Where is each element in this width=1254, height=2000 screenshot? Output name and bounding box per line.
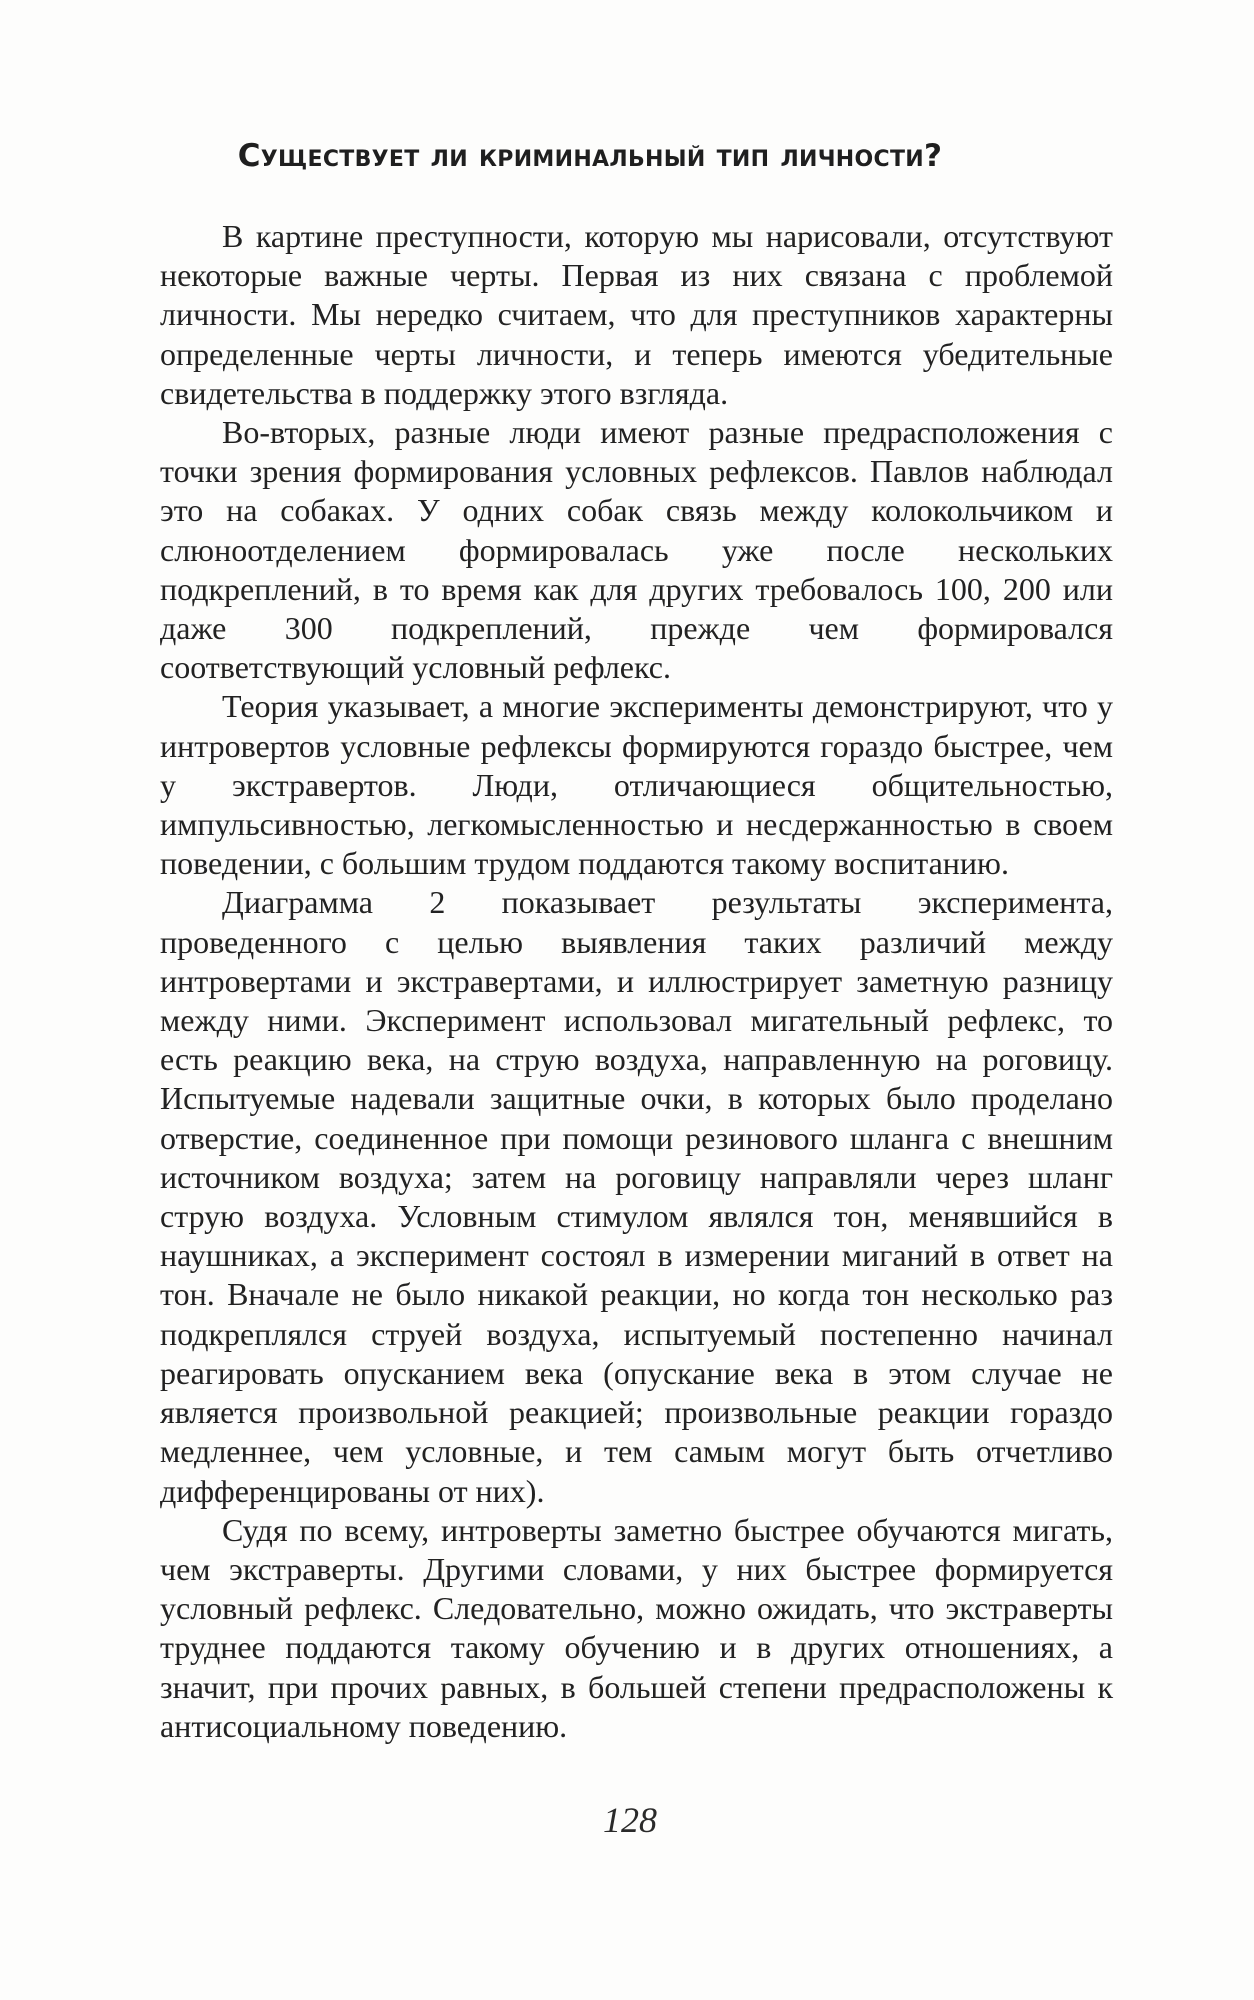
paragraph-3: Теория указывает, а многие эксперименты демонстрируют, что у интровертов условные рефлексы формируются гораздо быстрее, чем у экстравертов. Люди, отличающиеся общительностью, импульсивностью, легкомысленностью и несдержанностью в своем поведении, с большим трудом поддаются такому воспитанию. [160,688,1113,882]
page-number: 128 [603,1800,657,1840]
paragraph-4: Диаграмма 2 показывает результаты эксперимента, проведенного с целью выявления таких различий между интровертами и экстравертами, и иллюстрирует заметную разницу между ними. Эксперимент использовал мигательный рефлекс, то есть реакцию века, на струю воздуха, направленную на роговицу. Испытуемые надевали защитные очки, в которых было проделано отверстие, соединенное при помощи резинового шланга с внешним источником воздуха; затем на роговицу направляли через шланг струю воздуха. Условным стимулом являлся тон, менявшийся в наушниках, а эксперимент состоял в измерении миганий в ответ на тон. Вначале не было никакой реакции, но когда тон несколько раз подкреплялся струей воздуха, испытуемый постепенно начинал реагировать опусканием века (опускание века в этом случае не является произвольной реакцией; произвольные реакции гораздо медленнее, чем условные, и тем самым могут быть отчетливо дифференцированы от них). [160,884,1113,1509]
paragraph-2: Во-вторых, разные люди имеют разные предрасположения с точки зрения формирования условных рефлексов. Павлов наблюдал это на собаках. У одних собак связь между колокольчиком и слюноотделением формировалась уже после нескольких подкреплений, в то время как для других требовалось 100, 200 или даже 300 подкреплений, прежде чем формировался соответствующий условный рефлекс. [160,414,1113,686]
paragraph-5: Судя по всему, интроверты заметно быстрее обучаются мигать, чем экстраверты. Другими словами, у них быстрее формируется условный рефлекс. Следовательно, можно ожидать, что экстраверты труднее поддаются такому обучению и в других отношениях, а значит, при прочих равных, в большей степени предрасположены к антисоциальному поведению. [160,1511,1113,1744]
paragraph-1: В картине преступности, которую мы нарисовали, отсутствуют некоторые важные черты. Первая из них связана с проблемой личности. Мы нередко считаем, что для преступников характерны определенные черты личности, и теперь имеются убедительные свидетельства в поддержку этого взгляда. [160,218,1113,411]
running-header: Существует ли криминальный тип личности? [237,138,943,174]
body-text [160,217,1113,1746]
